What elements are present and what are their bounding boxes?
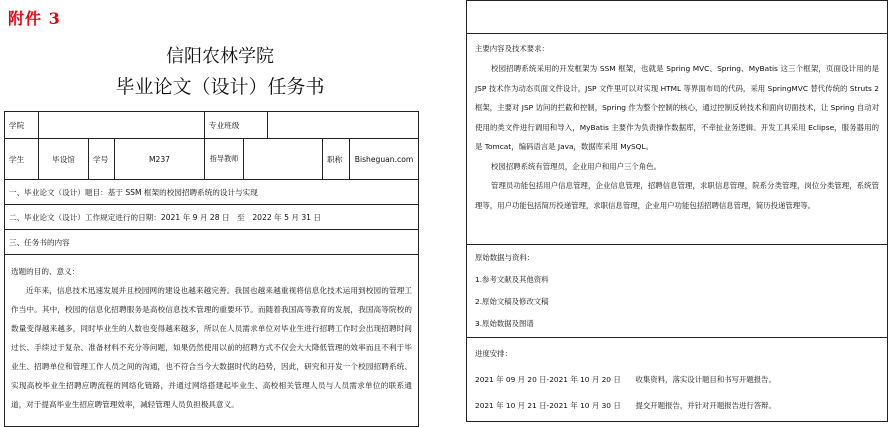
title-value: Bisheguan.com	[350, 139, 419, 180]
id-value: M237	[115, 139, 205, 180]
row-section3	[5, 230, 419, 255]
row-period	[5, 205, 419, 230]
row-college	[5, 112, 419, 139]
purpose-heading: 选题的目的、意义：	[11, 267, 80, 276]
continuation-table	[466, 0, 888, 422]
materials-cell	[467, 245, 888, 338]
material-item: 1.参考文献及其他资料	[475, 275, 549, 284]
schedule-item: 2021 年 10 月 21 日-2021 年 10 月 30 日 提交开题报告，并针对开题报告进行答辩。	[475, 401, 776, 410]
row-topic	[5, 180, 419, 205]
materials-heading: 原始数据与资料：	[475, 253, 535, 262]
attachment-label: 附件 3	[8, 9, 61, 28]
student-label: 学生	[5, 139, 39, 180]
purpose-paragraph: 近年来，信息技术迅速发展并且校园网的建设也越来越完善。我国也越来越重视将信息化技术运用到校园的管理工作当中。其中，校园的信息化招聘服务是高校信息技术管理的重要环节。而随着我国高等教育的发展，我国高等院校的数量变得越来越多，同时毕业生的人数也变得越来越多，所以在人员需求单位对毕业生进行招聘工作时会出现招聘时间过长、手续过于复杂、准备材料不充分等问题，如果仍然使用以前的招聘方式不仅会大大降低管理的效率而且不利于毕业生、招聘单位和管理工作人员之间的沟通，也不符合当今大数据时代的趋势，因此，研究和开发一个校园招聘系统、实现高校毕业生招聘应聘流程的网络化链路，并通过网络搭建起毕业生、高校相关管理人员与人员需求单位的联系通道，对于提高毕业生招应聘管理效率，减轻管理人员负担极具意义。	[11, 286, 412, 409]
row-student	[5, 139, 419, 180]
work-period: 二、毕业论文（设计）工作规定进行的日期：2021 年 9 月 28 日 至 2022 年 5 月 31 日	[5, 205, 419, 230]
college-value[interactable]	[39, 112, 205, 139]
right-page	[466, 0, 888, 422]
empty-header-cell	[467, 1, 888, 34]
thesis-topic: 一、毕业论文（设计）题目：基于 SSM 框架的校园招聘系统的设计与实现	[5, 180, 419, 205]
schedule-item: 2021 年 09 月 20 日-2021 年 10 月 20 日 收集资料，落实设计题目和书写开题报告。	[475, 375, 776, 384]
requirements-p1: 校园招聘系统采用的开发框架为 SSM 框架，也就是 Spring MVC、Spring、MyBatis 这三个框架，页面设计用的是 JSP 技术作为动态页面文件设计，JSP 文件里可以对实现 HTML 等界面布局的代码，采用 SpringMVC 替代传统的 Struts 2 框架，主要对 JSP 访问的拦截和控制，Spring 作为整个控制的核心，通过控制反转技术和面向切面技术，让 Spring 自动对使用的类文件进行调用和导入，MyBatis 主要作为负责操作数据库，不牵扯业务逻辑。开发工具采用 Eclipse，服务器用的是 Tomcat，编码语言是 Java，数据库采用 MySQL。	[475, 64, 879, 151]
class-value[interactable]	[268, 112, 419, 139]
row-purpose	[5, 255, 419, 427]
college-name: 信阳农林学院	[166, 46, 274, 67]
task-form-table	[4, 111, 419, 427]
class-label: 专业班级	[205, 112, 268, 139]
left-page	[0, 0, 440, 422]
rt-empty-row	[467, 1, 888, 34]
requirements-cell	[467, 34, 888, 245]
advisor-value[interactable]	[244, 139, 323, 180]
material-item: 2.原始文稿及修改文稿	[475, 297, 549, 306]
college-label: 学院	[5, 112, 39, 139]
requirements-p3: 管理员功能包括用户信息管理，企业信息管理，招聘信息管理，求职信息管理，院系分类管理，岗位分类管理，系统管理等，用户功能包括简历投递管理，求职信息管理，企业用户功能包括招聘信息管理，简历投递管理等。	[475, 181, 879, 210]
schedule-cell	[467, 338, 888, 422]
section-3-heading: 三、任务书的内容	[5, 230, 419, 255]
id-label: 学号	[89, 139, 115, 180]
material-item: 3.原始数据及图谱	[475, 319, 534, 328]
rt-schedule-row	[467, 338, 888, 422]
rt-requirements-row	[467, 34, 888, 245]
page-gutter	[440, 0, 466, 422]
purpose-cell	[5, 255, 419, 427]
rt-materials-row	[467, 245, 888, 338]
requirements-heading: 主要内容及技术要求：	[475, 44, 549, 53]
title-label: 职称	[323, 139, 350, 180]
schedule-heading: 进度安排：	[475, 349, 512, 358]
advisor-label: 指导教师	[205, 139, 244, 180]
student-value: 毕设馆	[39, 139, 89, 180]
document-title: 毕业论文（设计）任务书	[115, 76, 325, 98]
requirements-p2: 校园招聘系统有管理员，企业用户和用户三个角色。	[491, 161, 661, 171]
